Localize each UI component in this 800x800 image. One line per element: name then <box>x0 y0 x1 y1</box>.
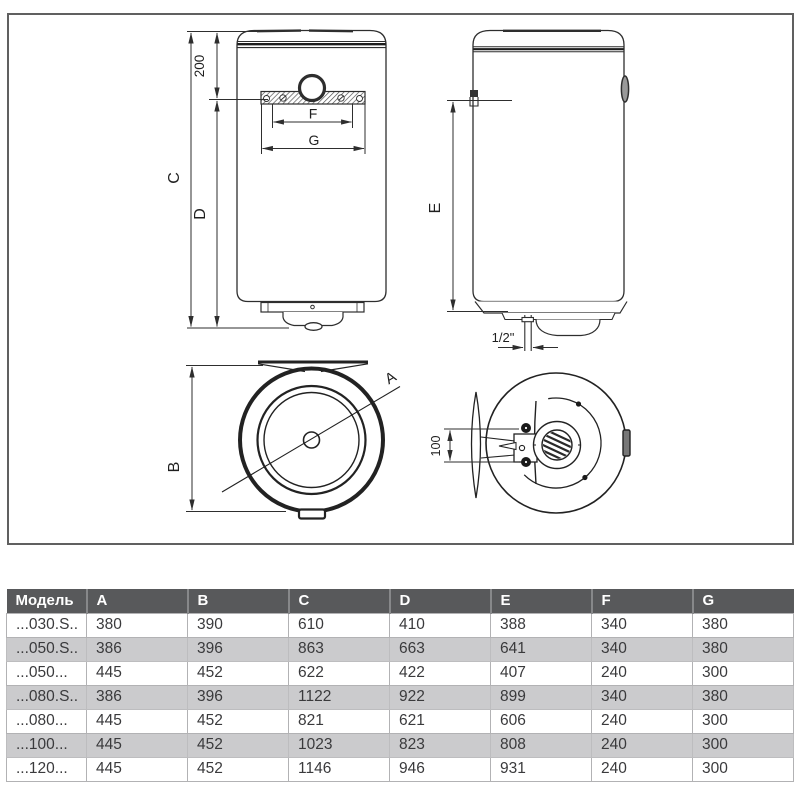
side-view <box>470 31 629 352</box>
cell: 622 <box>289 661 390 685</box>
cell: 922 <box>390 685 491 709</box>
cell: 445 <box>87 661 188 685</box>
header-c: C <box>289 589 390 613</box>
cell: 1023 <box>289 733 390 757</box>
cell: 610 <box>289 613 390 637</box>
cell-model: ...080.S.. <box>7 685 87 709</box>
header-model: Модель <box>7 589 87 613</box>
cell-model: ...080... <box>7 709 87 733</box>
cell: 240 <box>592 709 693 733</box>
dim-label-f: F <box>308 105 318 122</box>
cell: 340 <box>592 685 693 709</box>
cell: 452 <box>188 709 289 733</box>
cell: 946 <box>390 757 491 781</box>
cell: 899 <box>491 685 592 709</box>
dim-label-pipe: 1/2" <box>491 330 515 345</box>
cell: 445 <box>87 709 188 733</box>
header-d: D <box>390 589 491 613</box>
table-row <box>7 733 794 757</box>
header-g: G <box>693 589 794 613</box>
bottom-view <box>472 373 631 513</box>
drawing-frame <box>8 14 793 544</box>
cell: 240 <box>592 733 693 757</box>
cell: 240 <box>592 661 693 685</box>
cell: 340 <box>592 637 693 661</box>
cell: 641 <box>491 637 592 661</box>
cell: 240 <box>592 757 693 781</box>
cell-model: ...030.S.. <box>7 613 87 637</box>
cell-model: ...050... <box>7 661 87 685</box>
cell: 863 <box>289 637 390 661</box>
cell: 300 <box>693 757 794 781</box>
top-view <box>222 362 400 519</box>
cell: 422 <box>390 661 491 685</box>
side-gland <box>621 76 628 102</box>
front-view <box>237 31 386 331</box>
dim-label-c: C <box>166 172 183 184</box>
cell: 396 <box>188 685 289 709</box>
table-row <box>7 685 794 709</box>
cell: 808 <box>491 733 592 757</box>
cell: 1122 <box>289 685 390 709</box>
cell: 931 <box>491 757 592 781</box>
cell: 823 <box>390 733 491 757</box>
dim-label-200: 200 <box>192 54 207 78</box>
cell-model: ...100... <box>7 733 87 757</box>
cell: 445 <box>87 733 188 757</box>
table-row <box>7 613 794 637</box>
cell: 410 <box>390 613 491 637</box>
cell: 386 <box>87 637 188 661</box>
cell: 300 <box>693 709 794 733</box>
cell: 452 <box>188 661 289 685</box>
cell: 407 <box>491 661 592 685</box>
cell: 380 <box>693 613 794 637</box>
top-view-dimensions <box>186 366 286 512</box>
cell: 1146 <box>289 757 390 781</box>
cell: 663 <box>390 637 491 661</box>
cell: 452 <box>188 733 289 757</box>
cell: 606 <box>491 709 592 733</box>
cell: 386 <box>87 685 188 709</box>
header-a: A <box>87 589 188 613</box>
table-row <box>7 757 794 781</box>
cell: 445 <box>87 757 188 781</box>
cell-model: ...120... <box>7 757 87 781</box>
cell: 388 <box>491 613 592 637</box>
dim-label-e: E <box>427 202 444 214</box>
header-f: F <box>592 589 693 613</box>
table-row <box>7 637 794 661</box>
header-e: E <box>491 589 592 613</box>
cell: 390 <box>188 613 289 637</box>
table-header-row <box>7 589 794 613</box>
table-row <box>7 661 794 685</box>
cell: 396 <box>188 637 289 661</box>
cell: 452 <box>188 757 289 781</box>
dimensions-table <box>6 589 794 782</box>
dim-label-a: A <box>382 368 400 389</box>
cell: 380 <box>693 685 794 709</box>
dim-label-100: 100 <box>429 435 443 457</box>
cell-model: ...050.S.. <box>7 637 87 661</box>
dim-label-g: G <box>308 132 320 148</box>
cell: 821 <box>289 709 390 733</box>
cell: 380 <box>87 613 188 637</box>
cell: 300 <box>693 733 794 757</box>
cell: 340 <box>592 613 693 637</box>
header-b: B <box>188 589 289 613</box>
cell: 621 <box>390 709 491 733</box>
dim-label-b: B <box>166 461 183 473</box>
wall-bracket-side <box>470 90 478 97</box>
table-row <box>7 709 794 733</box>
cell: 300 <box>693 661 794 685</box>
cell: 380 <box>693 637 794 661</box>
top-fitting-circle <box>300 76 325 101</box>
dim-label-d: D <box>192 208 209 220</box>
